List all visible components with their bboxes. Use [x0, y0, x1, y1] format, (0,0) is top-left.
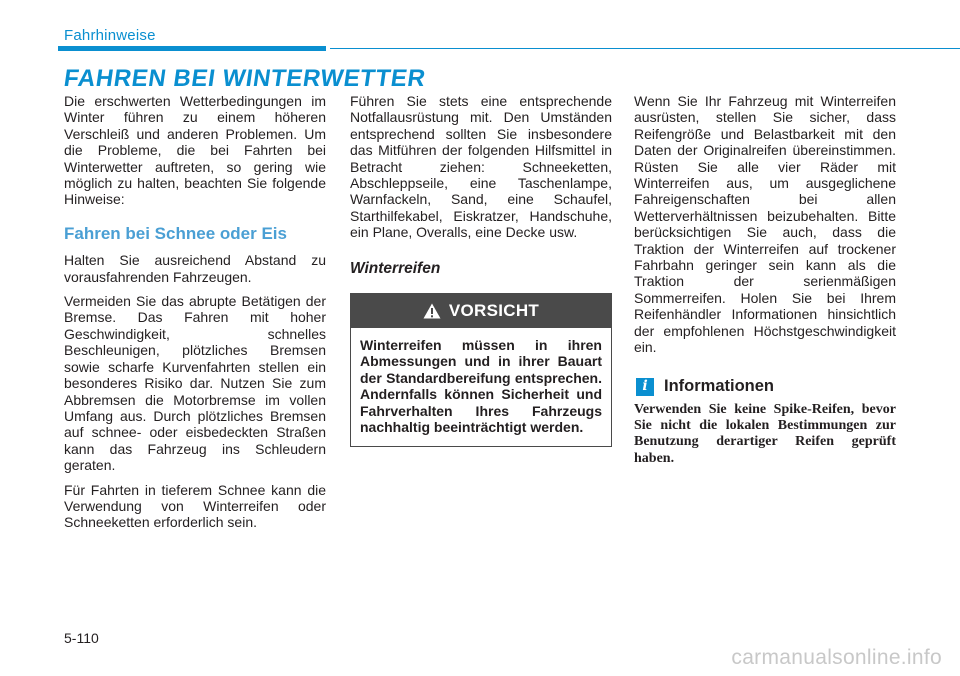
- equipment-paragraph: Führen Sie stets eine entsprechende Notfallausrüstung mit. Den Umständen entsprechend sollten Sie insbesondere das Mitführen der folgenden Hilfsmittel in Betracht ziehen: Schneeketten, Abschleppseile, eine Taschenlampe, Warnfackeln, Sand, eine Schaufel, Starthilfekabel, Eiskratzer, Handschuhe, ein Plane, Overalls, eine Decke usw.: [350, 93, 612, 241]
- section-label: Fahrhinweise: [64, 27, 156, 44]
- braking-paragraph: Vermeiden Sie das abrupte Betätigen der Bremse. Das Fahren mit hoher Geschwindigkeit, schnelles Beschleunigen, plötzliches Bremsen sowie scharfe Kurvenfahrten stellen ein besonderes Risiko dar. Nutzen Sie zum Abbremsen die Motorbremse im vollen Umfang aus. Durch plötzliches Bremsen auf schnee- oder eisbedeckten Straßen kann das Fahrzeug ins Schleudern geraten.: [64, 293, 326, 474]
- winter-tires-paragraph: Wenn Sie Ihr Fahrzeug mit Winterreifen ausrüsten, stellen Sie sicher, dass Reifengröße und Belastbarkeit mit den Daten der Originalreifen übereinstimmen. Rüsten Sie alle vier Räder mit Winterreifen aus, um ausgeglichene Fahreigenschaften bei allen Wetterverhältnissen beizubehalten. Bitte berücksichtigen Sie auch, dass die Traktion der Winterreifen auf trockener Fahrbahn geringer sein kann als die Traktion der serienmäßigen Sommerreifen. Holen Sie bei Ihrem Reifenhändler Informationen hinsichtlich der empfohlenen Höchstgeschwindigkeit ein.: [634, 93, 896, 356]
- column-1: [64, 93, 326, 539]
- info-text: Verwenden Sie keine Spike-Reifen, bevor Sie nicht die lokalen Bestimmungen zur Benutzung derartiger Reifen geprüft haben.: [634, 401, 896, 466]
- deep-snow-paragraph: Für Fahrten in tieferem Schnee kann die Verwendung von Winterreifen oder Schneeketten erforderlich sein.: [64, 481, 326, 531]
- header-rule-thin: [330, 48, 960, 49]
- winter-tires-heading: Winterreifen: [350, 259, 441, 277]
- snow-heading: Fahren bei Schnee oder Eis: [64, 223, 287, 243]
- caution-header: [351, 294, 611, 328]
- intro-paragraph: Die erschwerten Wetterbedingungen im Winter führen zu einem höheren Verschleiß und anderen Problemen. Um die Probleme, die bei Fahrten bei Winterwetter auftreten, so gering wie möglich zu halten, beachten Sie folgende Hinweise:: [64, 93, 326, 208]
- caution-label: VORSICHT: [448, 300, 540, 320]
- header-rule-thick: [58, 46, 326, 51]
- watermark: carmanualsonline.info: [731, 646, 942, 669]
- column-2: [350, 93, 612, 447]
- info-title: Informationen: [664, 377, 774, 396]
- info-header: [634, 378, 896, 396]
- warning-triangle-icon: [423, 303, 441, 319]
- caution-box: [350, 293, 612, 446]
- page-number: 5-110: [64, 630, 99, 646]
- info-icon: i: [636, 378, 654, 396]
- column-3: [634, 93, 896, 475]
- distance-paragraph: Halten Sie ausreichend Abstand zu vorausfahrenden Fahrzeugen.: [64, 252, 326, 285]
- caution-text: Winterreifen müssen in ihren Abmessungen und in ihrer Bauart der Standardbereifung entsprechen. Andernfalls können Sicherheit und Fahrverhalten Ihres Fahrzeugs nachhaltig beeinträchtigt werden.: [360, 337, 602, 436]
- page-title: FAHREN BEI WINTERWETTER: [62, 65, 428, 92]
